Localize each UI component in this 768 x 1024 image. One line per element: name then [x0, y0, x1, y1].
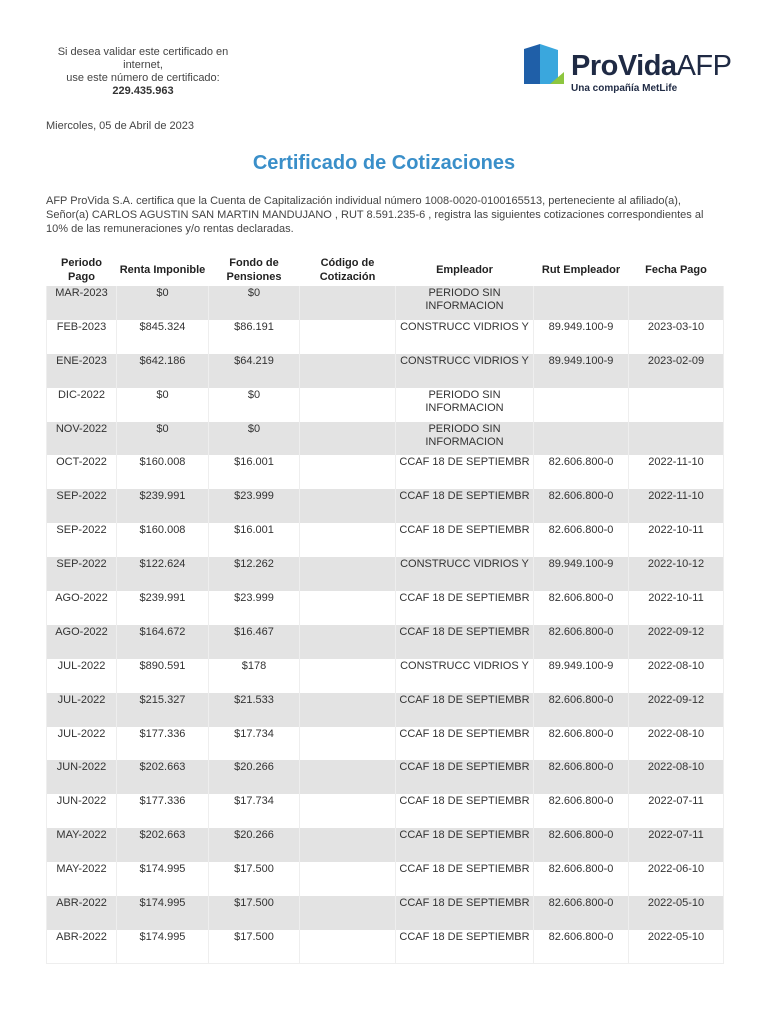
codigo-cotizacion-cell [300, 794, 396, 828]
table-body [47, 286, 724, 964]
renta-imponible-cell: $890.591 [117, 659, 209, 693]
renta-imponible-cell: $164.672 [117, 625, 209, 659]
empleador-cell: PERIODO SIN INFORMACION [396, 388, 534, 422]
renta-imponible-cell: $174.995 [117, 896, 209, 930]
rut-empleador-cell: 82.606.800-0 [534, 896, 629, 930]
renta-imponible-cell: $177.336 [117, 794, 209, 828]
issue-date: Miercoles, 05 de Abril de 2023 [46, 120, 194, 132]
rut-empleador-cell: 89.949.100-9 [534, 659, 629, 693]
fecha-pago-cell [629, 422, 724, 456]
empleador-cell: CCAF 18 DE SEPTIEMBR [396, 727, 534, 761]
rut-empleador-cell: 89.949.100-9 [534, 320, 629, 354]
logo-brand-light: AFP [676, 50, 732, 82]
periodo-pago-cell: ABR-2022 [47, 930, 117, 964]
codigo-cotizacion-cell [300, 828, 396, 862]
empleador-cell: CCAF 18 DE SEPTIEMBR [396, 930, 534, 964]
renta-imponible-cell: $0 [117, 286, 209, 320]
table-row [47, 794, 724, 828]
table-row [47, 320, 724, 354]
fondo-pensiones-cell: $86.191 [209, 320, 300, 354]
table-row [47, 557, 724, 591]
validation-line-2: internet, [123, 59, 163, 71]
header-periodo-pago: Periodo Pago [61, 256, 102, 283]
rut-empleador-cell: 82.606.800-0 [534, 625, 629, 659]
renta-imponible-cell: $177.336 [117, 727, 209, 761]
table-row [47, 625, 724, 659]
header-rut-empleador: Rut Empleador [541, 263, 621, 276]
header-fecha-pago: Fecha Pago [645, 263, 707, 276]
fecha-pago-cell: 2023-03-10 [629, 320, 724, 354]
fecha-pago-cell: 2022-05-10 [629, 896, 724, 930]
fecha-pago-cell: 2022-09-12 [629, 693, 724, 727]
fondo-pensiones-cell: $17.734 [209, 727, 300, 761]
codigo-cotizacion-cell [300, 862, 396, 896]
provida-logo-mark-icon [524, 44, 564, 84]
renta-imponible-cell: $642.186 [117, 354, 209, 388]
periodo-pago-cell: ABR-2022 [47, 896, 117, 930]
fondo-pensiones-cell: $16.467 [209, 625, 300, 659]
periodo-pago-cell: NOV-2022 [47, 422, 117, 456]
codigo-cotizacion-cell [300, 489, 396, 523]
codigo-cotizacion-cell [300, 760, 396, 794]
codigo-cotizacion-cell [300, 557, 396, 591]
fecha-pago-cell: 2022-07-11 [629, 828, 724, 862]
rut-empleador-cell: 82.606.800-0 [534, 760, 629, 794]
contributions-table [46, 253, 724, 964]
renta-imponible-cell: $122.624 [117, 557, 209, 591]
empleador-cell: CCAF 18 DE SEPTIEMBR [396, 828, 534, 862]
rut-empleador-cell: 82.606.800-0 [534, 489, 629, 523]
empleador-cell: CCAF 18 DE SEPTIEMBR [396, 862, 534, 896]
periodo-pago-cell: DIC-2022 [47, 388, 117, 422]
certificate-number: 229.435.963 [112, 85, 174, 97]
codigo-cotizacion-cell [300, 896, 396, 930]
table-row [47, 930, 724, 964]
fondo-pensiones-cell: $16.001 [209, 455, 300, 489]
certificate-validation-notice [46, 46, 240, 98]
codigo-cotizacion-cell [300, 591, 396, 625]
periodo-pago-cell: ENE-2023 [47, 354, 117, 388]
header-codigo-cotizacion: Código de Cotización [319, 256, 376, 283]
table-row [47, 388, 724, 422]
renta-imponible-cell: $239.991 [117, 489, 209, 523]
codigo-cotizacion-cell [300, 727, 396, 761]
fecha-pago-cell: 2022-09-12 [629, 625, 724, 659]
periodo-pago-cell: SEP-2022 [47, 523, 117, 557]
periodo-pago-cell: JUL-2022 [47, 727, 117, 761]
table-row [47, 354, 724, 388]
table-row [47, 455, 724, 489]
rut-empleador-cell [534, 388, 629, 422]
empleador-cell: CCAF 18 DE SEPTIEMBR [396, 489, 534, 523]
empleador-cell: CCAF 18 DE SEPTIEMBR [396, 455, 534, 489]
periodo-pago-cell: MAY-2022 [47, 862, 117, 896]
fondo-pensiones-cell: $16.001 [209, 523, 300, 557]
rut-empleador-cell: 82.606.800-0 [534, 523, 629, 557]
certification-statement: AFP ProVida S.A. certifica que la Cuenta de Capitalización individual número 1008-0020-0100165513, perteneciente al afiliado(a), Señor(a) CARLOS AGUSTIN SAN MARTIN MANDUJANO , RUT 8.591.235-6 , registra las siguientes cotizaciones correspondientes al 10% de las remuneraciones y/o rentas declaradas. [46, 195, 704, 235]
empleador-cell: CCAF 18 DE SEPTIEMBR [396, 591, 534, 625]
codigo-cotizacion-cell [300, 354, 396, 388]
fecha-pago-cell: 2022-08-10 [629, 760, 724, 794]
fondo-pensiones-cell: $23.999 [209, 489, 300, 523]
empleador-cell: CONSTRUCC VIDRIOS Y [396, 354, 534, 388]
table-row [47, 760, 724, 794]
table-row [47, 659, 724, 693]
table-row [47, 591, 724, 625]
periodo-pago-cell: MAY-2022 [47, 828, 117, 862]
renta-imponible-cell: $160.008 [117, 455, 209, 489]
codigo-cotizacion-cell [300, 659, 396, 693]
fecha-pago-cell: 2022-10-11 [629, 591, 724, 625]
rut-empleador-cell: 82.606.800-0 [534, 591, 629, 625]
table-row [47, 828, 724, 862]
fecha-pago-cell [629, 286, 724, 320]
fecha-pago-cell: 2022-07-11 [629, 794, 724, 828]
codigo-cotizacion-cell [300, 455, 396, 489]
table-row [47, 862, 724, 896]
table-header-row [47, 253, 724, 286]
codigo-cotizacion-cell [300, 930, 396, 964]
contributions-table-container [46, 253, 723, 964]
renta-imponible-cell: $215.327 [117, 693, 209, 727]
rut-empleador-cell: 82.606.800-0 [534, 862, 629, 896]
rut-empleador-cell [534, 286, 629, 320]
periodo-pago-cell: JUL-2022 [47, 659, 117, 693]
empleador-cell: CCAF 18 DE SEPTIEMBR [396, 693, 534, 727]
fondo-pensiones-cell: $17.734 [209, 794, 300, 828]
empleador-cell: CCAF 18 DE SEPTIEMBR [396, 625, 534, 659]
fecha-pago-cell: 2022-06-10 [629, 862, 724, 896]
fecha-pago-cell: 2022-08-10 [629, 659, 724, 693]
fecha-pago-cell: 2022-11-10 [629, 489, 724, 523]
codigo-cotizacion-cell [300, 693, 396, 727]
fondo-pensiones-cell: $12.262 [209, 557, 300, 591]
table-row [47, 286, 724, 320]
renta-imponible-cell: $0 [117, 388, 209, 422]
fondo-pensiones-cell: $23.999 [209, 591, 300, 625]
fecha-pago-cell [629, 388, 724, 422]
table-row [47, 422, 724, 456]
header-renta-imponible: Renta Imponible [119, 263, 206, 276]
empleador-cell: CCAF 18 DE SEPTIEMBR [396, 523, 534, 557]
fondo-pensiones-cell: $178 [209, 659, 300, 693]
table-row [47, 727, 724, 761]
table-row [47, 489, 724, 523]
fecha-pago-cell: 2022-10-11 [629, 523, 724, 557]
periodo-pago-cell: JUN-2022 [47, 794, 117, 828]
rut-empleador-cell: 89.949.100-9 [534, 557, 629, 591]
periodo-pago-cell: SEP-2022 [47, 557, 117, 591]
empleador-cell: CCAF 18 DE SEPTIEMBR [396, 760, 534, 794]
codigo-cotizacion-cell [300, 286, 396, 320]
renta-imponible-cell: $160.008 [117, 523, 209, 557]
fondo-pensiones-cell: $17.500 [209, 896, 300, 930]
empleador-cell: CCAF 18 DE SEPTIEMBR [396, 794, 534, 828]
empleador-cell: PERIODO SIN INFORMACION [396, 286, 534, 320]
rut-empleador-cell: 82.606.800-0 [534, 794, 629, 828]
renta-imponible-cell: $202.663 [117, 760, 209, 794]
periodo-pago-cell: SEP-2022 [47, 489, 117, 523]
table-row [47, 523, 724, 557]
renta-imponible-cell: $239.991 [117, 591, 209, 625]
renta-imponible-cell: $845.324 [117, 320, 209, 354]
periodo-pago-cell: AGO-2022 [47, 625, 117, 659]
empleador-cell: CCAF 18 DE SEPTIEMBR [396, 896, 534, 930]
header-empleador: Empleador [436, 263, 493, 276]
fondo-pensiones-cell: $0 [209, 388, 300, 422]
renta-imponible-cell: $0 [117, 422, 209, 456]
validation-line-3: use este número de certificado: [66, 72, 220, 84]
fecha-pago-cell: 2022-08-10 [629, 727, 724, 761]
empleador-cell: CONSTRUCC VIDRIOS Y [396, 659, 534, 693]
fondo-pensiones-cell: $17.500 [209, 930, 300, 964]
logo-brand-name [571, 46, 731, 86]
provida-logo [524, 44, 734, 100]
rut-empleador-cell: 82.606.800-0 [534, 930, 629, 964]
fecha-pago-cell: 2022-05-10 [629, 930, 724, 964]
fecha-pago-cell: 2022-11-10 [629, 455, 724, 489]
fecha-pago-cell: 2023-02-09 [629, 354, 724, 388]
rut-empleador-cell [534, 422, 629, 456]
validation-line-1: Si desea validar este certificado en [57, 46, 229, 58]
fondo-pensiones-cell: $21.533 [209, 693, 300, 727]
fondo-pensiones-cell: $20.266 [209, 828, 300, 862]
fondo-pensiones-cell: $17.500 [209, 862, 300, 896]
document-title: Certificado de Cotizaciones [252, 152, 516, 174]
renta-imponible-cell: $202.663 [117, 828, 209, 862]
periodo-pago-cell: JUL-2022 [47, 693, 117, 727]
fondo-pensiones-cell: $20.266 [209, 760, 300, 794]
periodo-pago-cell: FEB-2023 [47, 320, 117, 354]
codigo-cotizacion-cell [300, 388, 396, 422]
codigo-cotizacion-cell [300, 523, 396, 557]
periodo-pago-cell: MAR-2023 [47, 286, 117, 320]
rut-empleador-cell: 82.606.800-0 [534, 455, 629, 489]
table-row [47, 693, 724, 727]
codigo-cotizacion-cell [300, 422, 396, 456]
renta-imponible-cell: $174.995 [117, 862, 209, 896]
codigo-cotizacion-cell [300, 625, 396, 659]
rut-empleador-cell: 82.606.800-0 [534, 727, 629, 761]
rut-empleador-cell: 89.949.100-9 [534, 354, 629, 388]
rut-empleador-cell: 82.606.800-0 [534, 693, 629, 727]
table-row [47, 896, 724, 930]
logo-brand-bold: ProVida [571, 50, 677, 82]
codigo-cotizacion-cell [300, 320, 396, 354]
fondo-pensiones-cell: $0 [209, 422, 300, 456]
empleador-cell: PERIODO SIN INFORMACION [396, 422, 534, 456]
periodo-pago-cell: AGO-2022 [47, 591, 117, 625]
header-fondo-pensiones: Fondo de Pensiones [226, 256, 282, 283]
renta-imponible-cell: $174.995 [117, 930, 209, 964]
fondo-pensiones-cell: $0 [209, 286, 300, 320]
rut-empleador-cell: 82.606.800-0 [534, 828, 629, 862]
logo-tagline: Una compañía MetLife [571, 83, 678, 94]
periodo-pago-cell: OCT-2022 [47, 455, 117, 489]
periodo-pago-cell: JUN-2022 [47, 760, 117, 794]
empleador-cell: CONSTRUCC VIDRIOS Y [396, 557, 534, 591]
empleador-cell: CONSTRUCC VIDRIOS Y [396, 320, 534, 354]
fondo-pensiones-cell: $64.219 [209, 354, 300, 388]
fecha-pago-cell: 2022-10-12 [629, 557, 724, 591]
